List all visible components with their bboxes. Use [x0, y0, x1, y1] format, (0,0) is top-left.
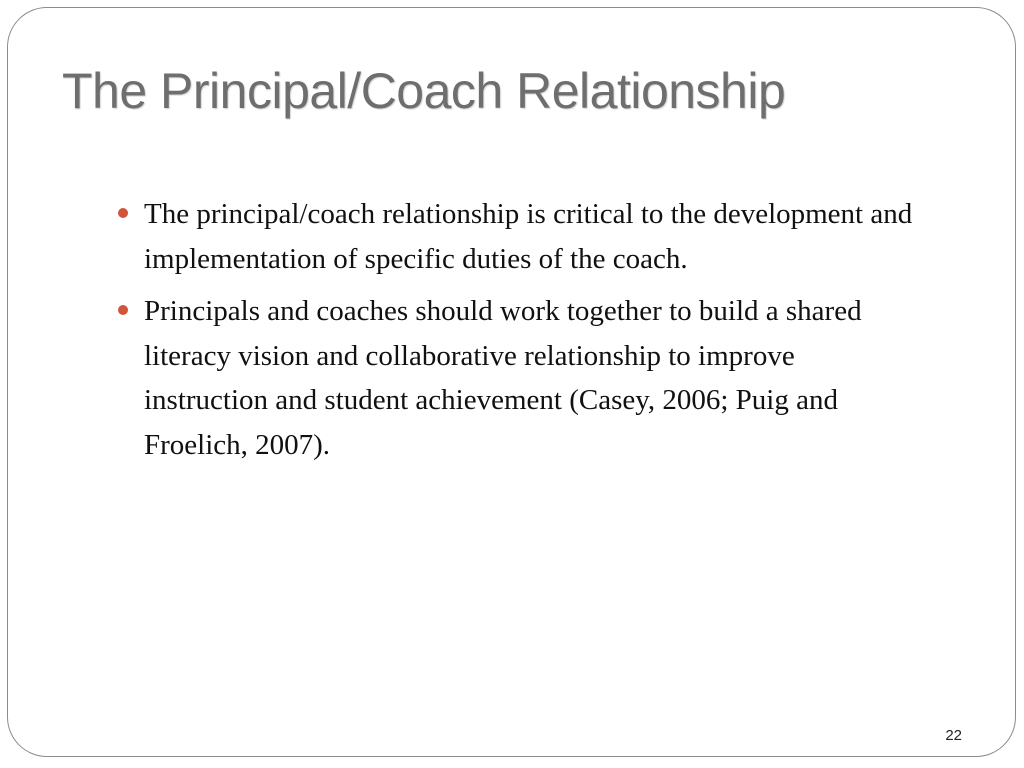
- page-number: 22: [945, 727, 962, 744]
- slide-title: The Principal/Coach Relationship: [62, 63, 786, 119]
- bullet-text: Principals and coaches should work together to build a shared literacy vision and collaborative relationship to improve instruction and student achievement (Casey, 2006; Puig and Froelich, 2007).: [144, 295, 862, 461]
- bullet-item: [116, 192, 916, 281]
- bullet-dot-icon: [118, 305, 128, 315]
- bullet-dot-icon: [118, 208, 128, 218]
- bullet-text: The principal/coach relationship is critical to the development and implementation of specific duties of the coach.: [144, 198, 913, 275]
- bullet-list: [116, 192, 916, 475]
- bullet-item: [116, 289, 916, 467]
